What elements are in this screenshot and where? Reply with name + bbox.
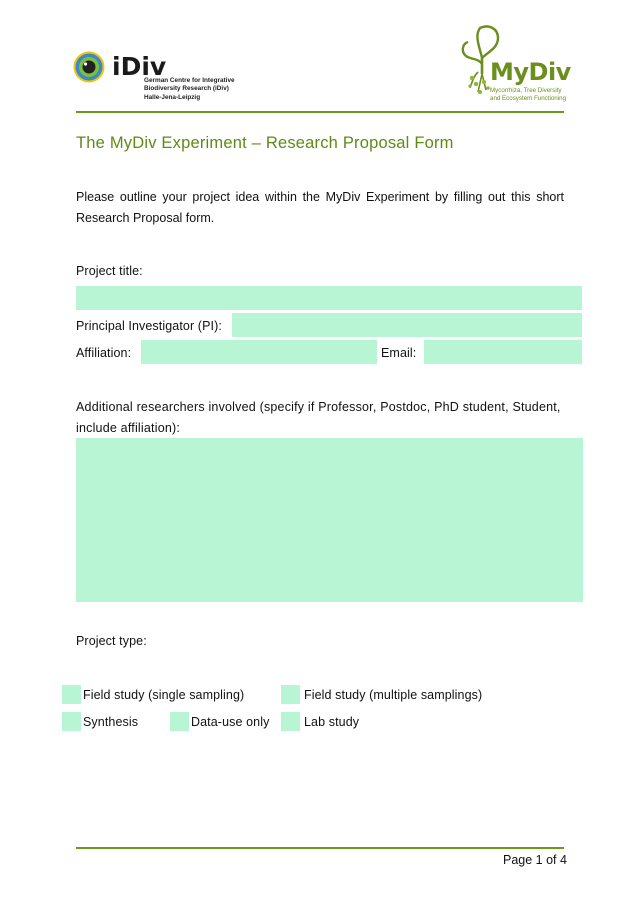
data-use-label: Data-use only xyxy=(191,715,270,729)
idiv-logo-text: iDiv xyxy=(112,52,167,81)
field-multiple-label: Field study (multiple samplings) xyxy=(304,688,483,702)
lab-study-checkbox[interactable] xyxy=(281,712,300,731)
mydiv-subtitle-line: and Ecosystem Functioning xyxy=(490,95,567,102)
idiv-subtitle xyxy=(144,77,235,102)
idiv-subtitle-line: Halle-Jena-Leipzig xyxy=(144,93,201,101)
synthesis-checkbox[interactable] xyxy=(62,712,81,731)
mydiv-subtitle xyxy=(490,87,566,103)
pi-label: Principal Investigator (PI): xyxy=(76,319,222,333)
lab-study-label: Lab study xyxy=(304,715,360,729)
footer-divider xyxy=(76,847,564,849)
page-title: The MyDiv Experiment – Research Proposal Form xyxy=(76,134,454,152)
field-single-checkbox[interactable] xyxy=(62,685,81,704)
idiv-logo-icon xyxy=(72,50,106,84)
email-field[interactable] xyxy=(424,340,582,364)
mydiv-logo-text: MyDiv xyxy=(490,58,571,86)
additional-researchers-label: Additional researchers involved (specify if Professor, Postdoc, PhD student, Student, include affiliation): xyxy=(76,400,561,435)
mydiv-subtitle-line: Mycorrhiza, Tree Diversity xyxy=(490,87,562,94)
idiv-subtitle-line: German Centre for Integrative xyxy=(144,77,235,84)
affiliation-label: Affiliation: xyxy=(76,346,132,360)
affiliation-field[interactable] xyxy=(141,340,377,364)
project-title-label: Project title: xyxy=(76,264,143,278)
project-type-label: Project type: xyxy=(76,634,147,648)
additional-researchers-field[interactable] xyxy=(76,438,583,602)
intro-paragraph: Please outline your project idea within the MyDiv Experiment by filling out this short Research Proposal form. xyxy=(76,190,564,225)
header-divider xyxy=(76,111,564,113)
page-number: Page 1 of 4 xyxy=(503,853,567,867)
project-title-field[interactable] xyxy=(76,286,582,310)
synthesis-label: Synthesis xyxy=(83,715,139,729)
idiv-subtitle-line: Biodiversity Research (iDiv) xyxy=(144,85,229,93)
data-use-checkbox[interactable] xyxy=(170,712,189,731)
email-label: Email: xyxy=(381,346,417,360)
pi-field[interactable] xyxy=(232,313,582,337)
field-multiple-checkbox[interactable] xyxy=(281,685,300,704)
field-single-label: Field study (single sampling) xyxy=(83,688,245,702)
